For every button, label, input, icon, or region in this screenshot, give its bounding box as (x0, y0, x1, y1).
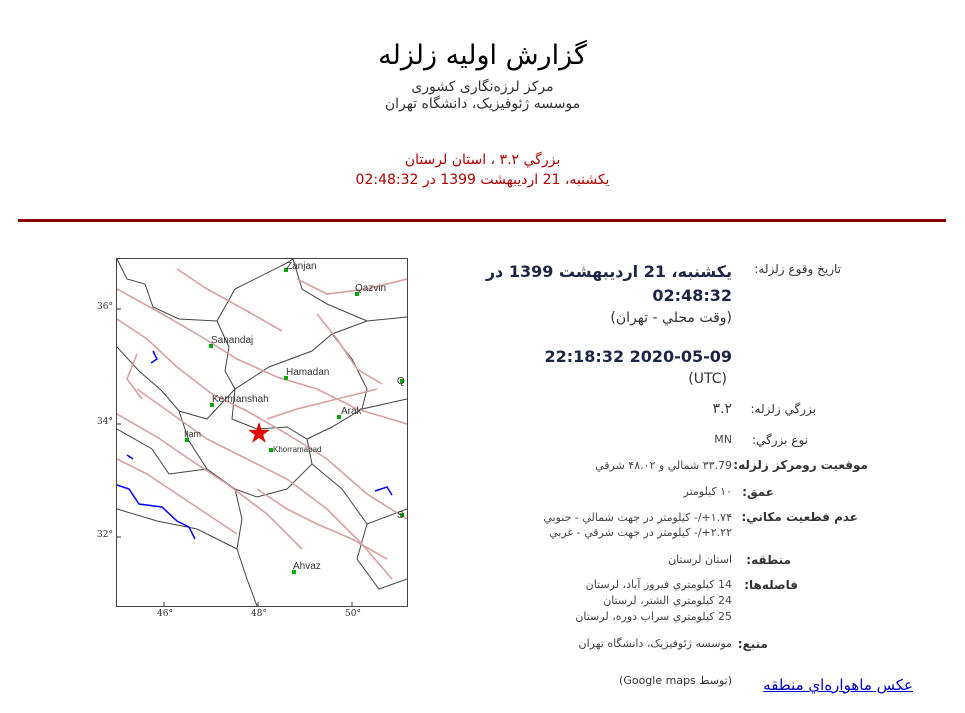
location-value: ۳۳.79 شمالي و ۴۸.۰۲ شرقي (595, 459, 732, 472)
region-value: استان لرستان (668, 553, 732, 566)
lon-tick: 46° (157, 609, 173, 619)
city-label: Ilam (184, 429, 202, 439)
depth-value: ۱۰ کيلومتر (683, 485, 732, 498)
magnitude-value: ۳.۲ (712, 401, 732, 417)
page-title: گزارش اوليه زلزله (378, 40, 587, 71)
local-time-note: (وقت محلي - تهران) (610, 310, 732, 326)
distance-item: 14 کيلومتري فيروز آباد، لرستان (585, 578, 732, 591)
distance-item: 25 کيلومتري سراب دوره، لرستان (575, 610, 732, 623)
epicenter-map (116, 258, 408, 607)
city-label: Kermanshah (212, 394, 269, 405)
city-label: Qazvin (355, 283, 387, 294)
utc-time: 2020-05-09 22:18:32 (544, 347, 732, 366)
city-label: Ahvaz (293, 561, 321, 572)
local-date: يکشنبه، 21 ارديبهشت 1399 در (485, 262, 732, 281)
magtype-label: نوع بزرگي: (751, 433, 808, 447)
distance-item: 24 کيلومتري الشتر، لرستان (603, 594, 732, 607)
uncertainty-value-ew: ۲.۲۲+/- کيلومتر در جهت شرقي - غربي (549, 526, 732, 539)
city-label: Arak (341, 406, 362, 417)
time-label: تاريخ وقوع زلزله: (754, 262, 841, 276)
location-label: موقعيت رومرکز زلزله: (733, 458, 868, 472)
utc-note: (UTC) (688, 371, 727, 387)
lat-tick: 36° (97, 302, 113, 312)
org-line-1: مرکز لرزه‌نگاری کشوری (411, 79, 554, 95)
epicenter-star-icon (248, 422, 270, 443)
local-time: 02:48:32 (652, 286, 732, 305)
google-maps-note: (توسط Google maps) (619, 674, 732, 687)
lat-tick: 34° (97, 417, 113, 427)
city-label: Hamadan (286, 367, 330, 378)
uncertainty-value-ns: ۱.۷۴+/- کيلومتر در جهت شمالي - جنوبي (543, 511, 732, 524)
map-canvas (117, 259, 407, 606)
depth-label: عمق: (742, 485, 774, 499)
satellite-image-link[interactable]: عکس ماهواره‌اي منطقه (763, 676, 913, 694)
datetime-headline: يکشنبه، 21 ارديبهشت 1399 در 02:48:32 (355, 172, 610, 188)
magnitude-label: بزرگي زلزله: (750, 402, 816, 416)
uncertainty-label: عدم قطعيت مکاني: (741, 510, 858, 524)
magtype-value: MN (714, 433, 732, 446)
city-label: S (397, 510, 404, 521)
source-label: منبع: (737, 637, 768, 651)
lon-tick: 50° (345, 609, 361, 619)
city-label: Khorramabad (273, 445, 322, 454)
lat-tick: 32° (97, 530, 113, 540)
distances-label: فاصله‌ها: (744, 578, 798, 592)
magnitude-headline: بزرگي ۳.۲ ، استان لرستان (404, 152, 561, 168)
lon-tick: 48° (251, 609, 267, 619)
region-label: منطقه: (746, 553, 791, 567)
org-line-2: موسسه ژئوفيزيک، دانشگاه تهران (384, 96, 581, 112)
header-divider (18, 219, 946, 222)
city-label: Sanandaj (211, 335, 254, 346)
source-value: موسسه ژئوفيزيک، دانشگاه تهران (578, 637, 732, 650)
city-label: Q (397, 376, 405, 387)
city-label: Zanjan (286, 261, 317, 272)
